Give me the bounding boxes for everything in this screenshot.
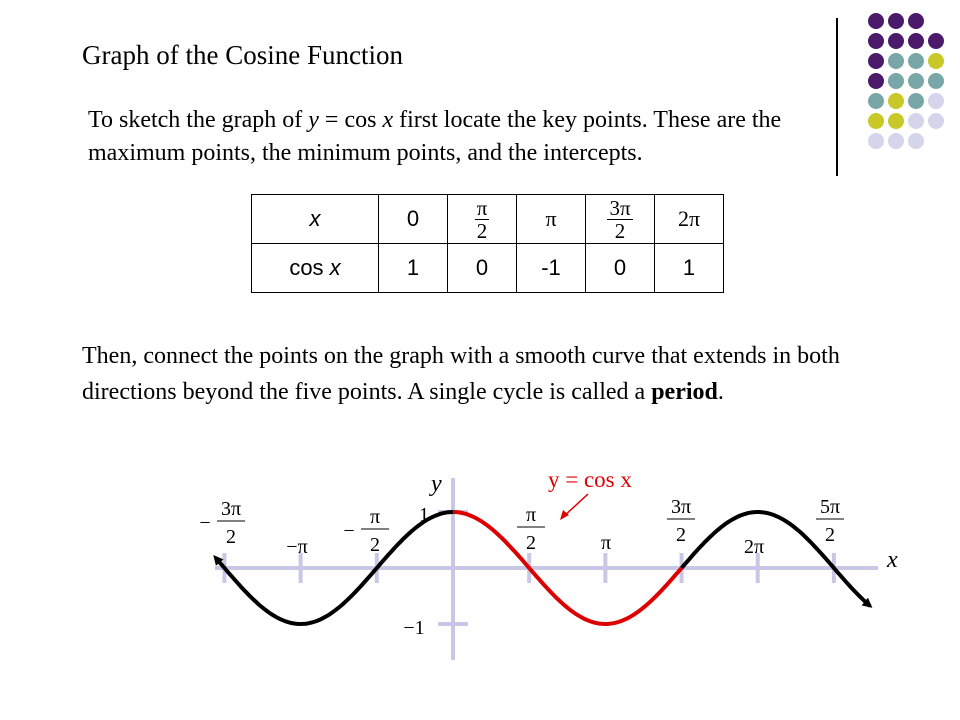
cos-value-cell: 0 [448, 244, 517, 293]
x-tick-label [816, 496, 844, 546]
cos-value-cell: 1 [655, 244, 724, 293]
x-value-cell: 2π [655, 195, 724, 244]
intro-eq: = cos [318, 107, 383, 133]
svg-text:5π: 5π [819, 496, 841, 518]
period-term: period [651, 379, 718, 405]
svg-text:π: π [525, 504, 537, 526]
fraction: $\frac{\pi}{2}$ [476, 195, 488, 243]
cosine-curve-right [682, 512, 871, 606]
svg-text:−: − [343, 520, 355, 542]
x-tick-label [517, 504, 545, 554]
svg-text:2: 2 [825, 524, 835, 546]
svg-text:3π: 3π [670, 496, 692, 518]
x-tick-label: −π [286, 536, 308, 558]
svg-text:2: 2 [370, 534, 380, 556]
x-tick-label: π [600, 532, 612, 554]
y-tick-label: 1 [419, 504, 429, 526]
row-label-x: x [252, 195, 379, 244]
x-tick-label [667, 496, 695, 546]
intro-text-1: To sketch the graph of [88, 107, 309, 133]
x-axis-label: x [887, 547, 898, 573]
intro-y: y [308, 107, 319, 133]
x-tick-label: 2π [743, 536, 765, 558]
x-tick-label [199, 498, 245, 548]
y-tick-label: −1 [403, 617, 425, 639]
fraction: $\frac{3\pi}{2}$ [609, 195, 631, 243]
curve-label-pointer-head [560, 510, 569, 520]
svg-text:−: − [199, 512, 211, 534]
intro-text-2: first locate the key points. These are the maximum points, the minimum points, and the intercepts. [88, 107, 782, 166]
svg-text:2: 2 [226, 526, 236, 548]
svg-text:2: 2 [526, 532, 536, 554]
period-end: . [717, 379, 724, 405]
svg-text:2: 2 [676, 524, 686, 546]
cos-value-cell: 0 [586, 244, 655, 293]
svg-text:π: π [369, 506, 381, 528]
cos-value-cell: -1 [517, 244, 586, 293]
intro-x: x [382, 107, 394, 133]
svg-text:3π: 3π [220, 498, 242, 520]
period-text: Then, connect the points on the graph with a smooth curve that extends in both directions beyond the five points. A single cycle is called a [82, 343, 840, 405]
x-tick-label [343, 506, 389, 556]
x-value-cell: π [517, 195, 586, 244]
y-axis-label: y [431, 471, 442, 497]
cos-value-cell: 1 [379, 244, 448, 293]
curve-label: y = cos x [548, 467, 632, 492]
page-title: Graph of the Cosine Function [82, 40, 403, 70]
x-value-cell: 0 [379, 195, 448, 244]
row-label-cos: cos x [252, 244, 379, 293]
